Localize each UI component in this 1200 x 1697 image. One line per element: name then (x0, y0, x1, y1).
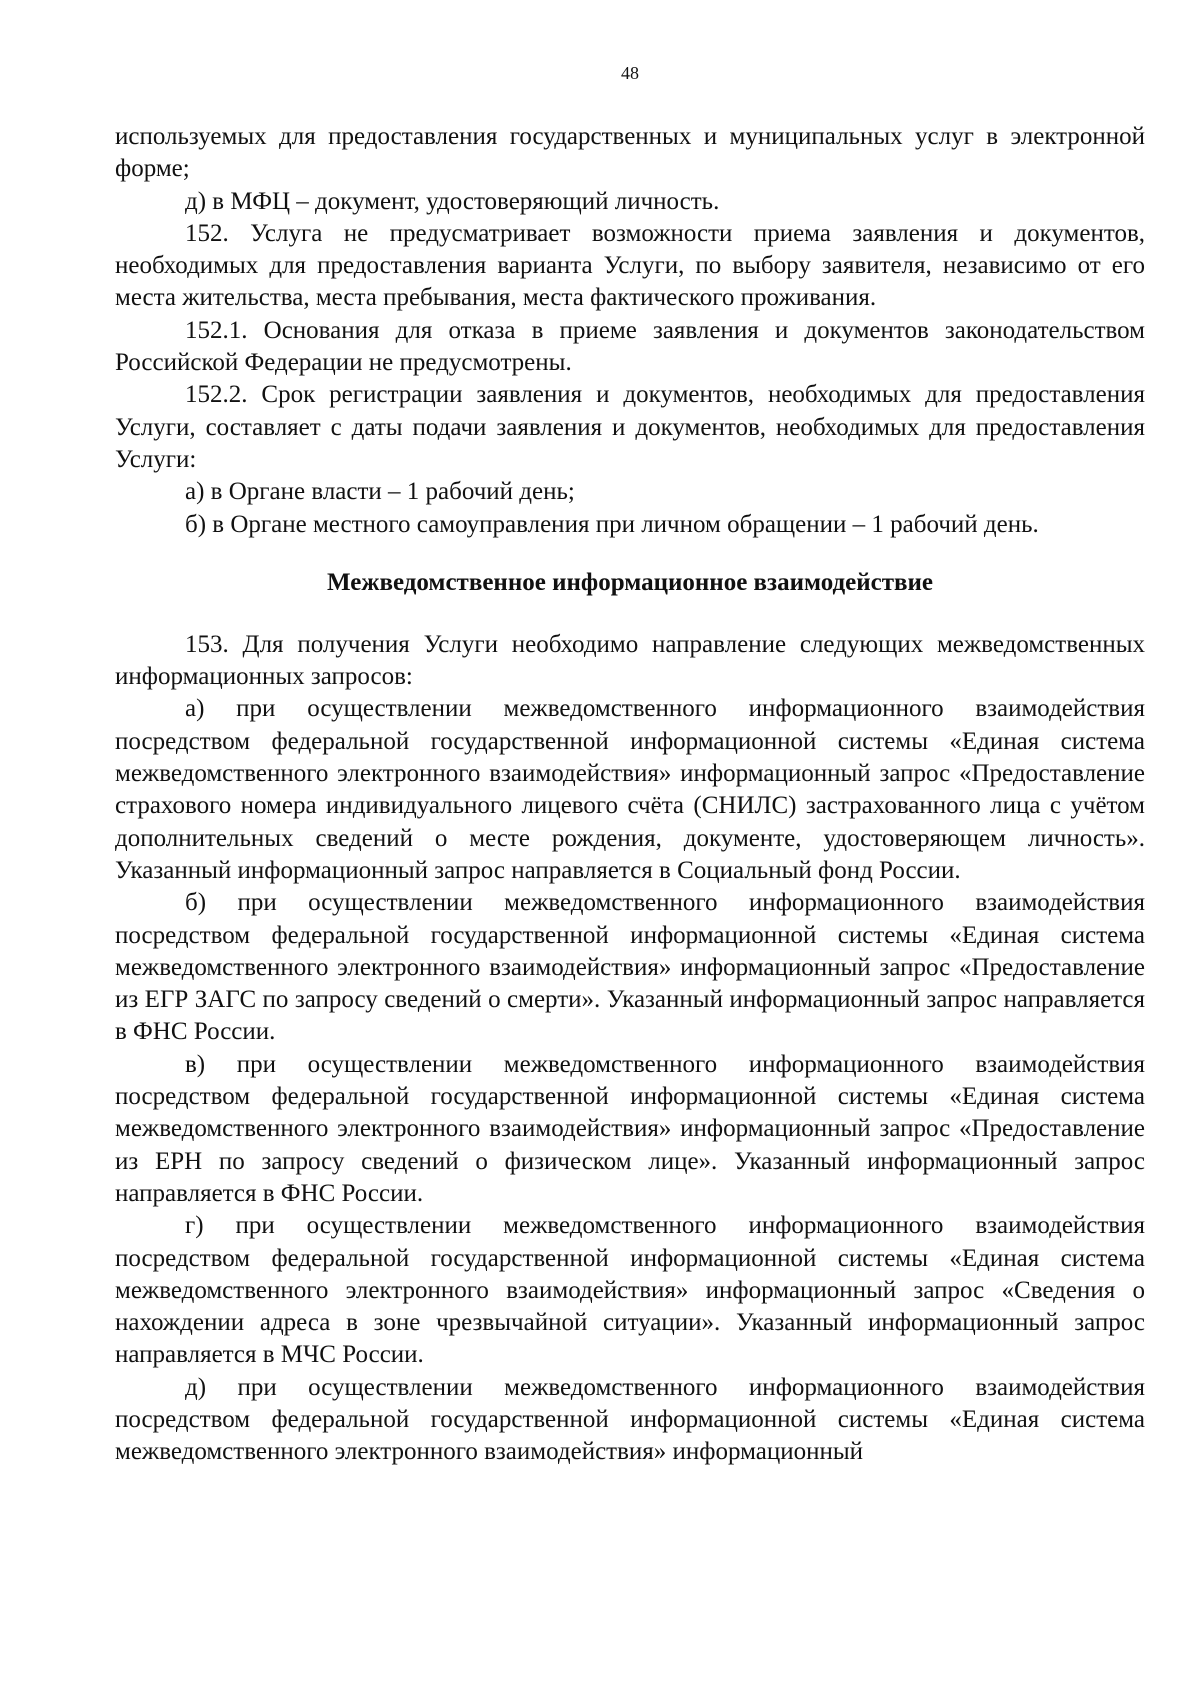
paragraph-continuation: используемых для предоставления государственных и муниципальных услуг в электронной форме; (115, 123, 1145, 183)
paragraph-153-v: в) при осуществлении межведомственного информационного взаимодействия посредством федеральной государственной информационной системы «Единая система межведомственного электронного взаимодействия» информационный запрос «Предоставление из ЕРН по запросу сведений о физическом лице». Указанный информационный запрос направляется в ФНС России. (115, 1050, 1145, 1207)
paragraph-152-1: 152.1. Основания для отказа в приеме заявления и документов законодательством Российской Федерации не предусмотрены. (115, 316, 1145, 377)
paragraph-153-b: б) при осуществлении межведомственного информационного взаимодействия посредством федеральной государственной информационной системы «Единая система межведомственного электронного взаимодействия» информационный запрос «Предоставление из ЕГР ЗАГС по запросу сведений о смерти». Указанный информационный запрос направляется в ФНС России. (115, 889, 1145, 1046)
paragraph-152-2: 152.2. Срок регистрации заявления и документов, необходимых для предоставления Услуги, составляет с даты подачи заявления и документов, необходимых для предоставления Услуги: (115, 381, 1145, 473)
paragraph-item-b: б) в Органе местного самоуправления при личном обращении – 1 рабочий день. (185, 510, 1039, 538)
paragraph-153-g: г) при осуществлении межведомственного информационного взаимодействия посредством федеральной государственной информационной системы «Единая система межведомственного электронного взаимодействия» информационный запрос «Сведения о нахождении адреса в зоне чрезвычайной ситуации». Указанный информационный запрос направляется в МЧС России. (115, 1212, 1145, 1369)
paragraphs-before-heading (115, 121, 1145, 541)
paragraph-item-d-mfc: д) в МФЦ – документ, удостоверяющий личность. (185, 187, 720, 215)
section-heading: Межведомственное информационное взаимодействие (327, 568, 933, 596)
paragraph-153-a: а) при осуществлении межведомственного информационного взаимодействия посредством федеральной государственной информационной системы «Единая система межведомственного электронного взаимодействия» информационный запрос «Предоставление страхового номера индивидуального лицевого счёта (СНИЛС) застрахованного лица с учётом дополнительных сведений о месте рождения, документе, удостоверяющем личность». Указанный информационный запрос направляется в Социальный фонд России. (115, 695, 1145, 884)
paragraphs-after-heading (115, 629, 1145, 1469)
page-number: 48 (621, 63, 639, 83)
paragraph-item-a: а) в Органе власти – 1 рабочий день; (185, 478, 575, 506)
paragraph-152: 152. Услуга не предусматривает возможности приема заявления и документов, необходимых для предоставления варианта Услуги, по выбору заявителя, независимо от его места жительства, места пребывания, места фактического проживания. (115, 219, 1145, 312)
paragraph-153-d: д) при осуществлении межведомственного информационного взаимодействия посредством федеральной государственной информационной системы «Единая система межведомственного электронного взаимодействия» информационный (115, 1373, 1145, 1466)
document-page (115, 62, 1145, 1469)
paragraph-153: 153. Для получения Услуги необходимо направление следующих межведомственных информационных запросов: (115, 630, 1145, 691)
